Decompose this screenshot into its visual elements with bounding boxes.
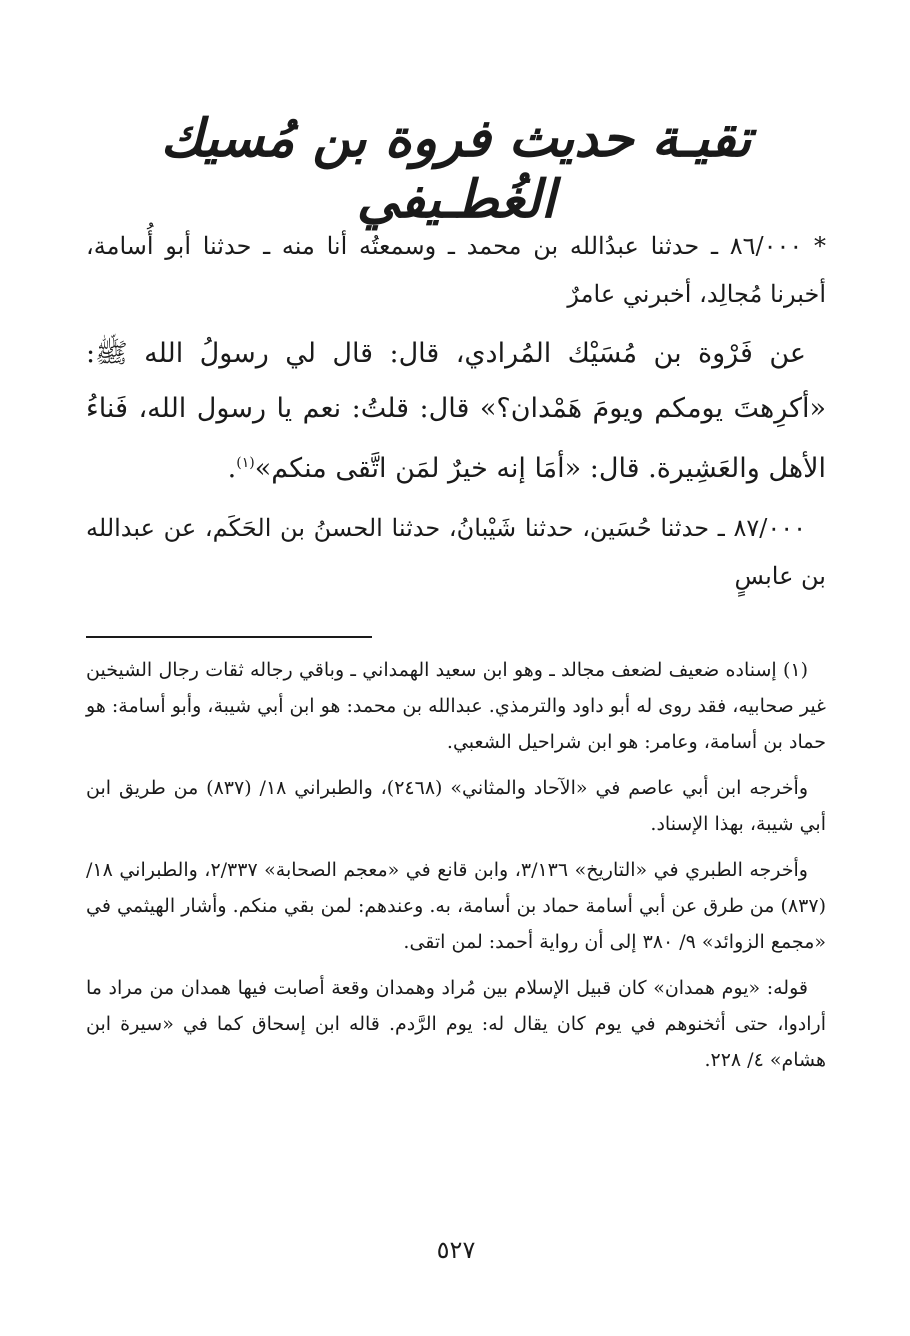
hadith-86-isnad: [86, 222, 826, 318]
footnote-ref[interactable]: (١): [236, 455, 255, 471]
page-number: ٥٢٧: [436, 1236, 476, 1264]
footnote-paragraph: [86, 770, 826, 842]
main-text: [86, 222, 826, 608]
footnotes: [86, 652, 826, 1088]
footnote-paragraph: [86, 852, 826, 960]
footnote-paragraph: [86, 970, 826, 1078]
period: .: [227, 453, 237, 484]
hadith-text: ٨٧/٠٠٠ ـ حدثنا حُسَين، حدثنا شَيْبانُ، حدثنا الحسنُ بن الحَكَم، عن عبدالله بن عابسٍ: [86, 514, 826, 590]
footnote-text: قوله: «يوم همدان» كان قبيل الإسلام بين مُراد وهمدان وقعة أصابت فيها همدان من مراد ما أرادوا، حتى أثخنوهم في يوم كان يقال له: يوم الرَّدم. قاله ابن إسحاق كما في «سيرة ابن هشام» ٤/ ٢٢٨.: [86, 977, 826, 1071]
footnote-divider: [86, 636, 372, 638]
hadith-87-isnad: [86, 504, 826, 600]
book-page: [86, 0, 826, 1336]
footnote-text: (١) إسناده ضعيف لضعف مجالد ـ وهو ابن سعيد الهمداني ـ وباقي رجاله ثقات رجال الشيخين غير صحابيه، فقد روى له أبو داود والترمذي. عبدالله بن محمد: هو ابن أبي شيبة، وأبو أسامة: هو حماد بن أسامة، وعامر: هو ابن شراحيل الشعبي.: [86, 659, 826, 753]
hadith-86-matn: [86, 326, 826, 496]
hadith-text: * ٨٦/٠٠٠ ـ حدثنا عبدُالله بن محمد ـ وسمعتُه أنا منه ـ حدثنا أبو أُسامة، أخبرنا مُجالِد، أخبرني عامرٌ: [86, 232, 826, 308]
footnote-text: وأخرجه الطبري في «التاريخ» ٣/١٣٦، وابن قانع في «معجم الصحابة» ٢/٣٣٧، والطبراني ١٨/ (٨٣٧) من طرق عن أبي أسامة حماد بن أسامة، به. وعندهم: لمن بقي منكم. وأشار الهيثمي في «مجمع الزوائد» ٩/ ٣٨٠ إلى أن رواية أحمد: لمن اتقى.: [86, 859, 826, 953]
footnote-text: وأخرجه ابن أبي عاصم في «الآحاد والمثاني» (٢٤٦٨)، والطبراني ١٨/ (٨٣٧) من طريق ابن أبي شيبة، بهذا الإسناد.: [86, 777, 826, 835]
footnote-paragraph: [86, 652, 826, 760]
page-title: تقيـة حديث فروة بن مُسيك الغُطـيفي: [160, 108, 752, 230]
hadith-text: عن فَرْوة بن مُسَيْك المُرادي، قال: قال لي رسولُ الله ﷺ: «أكرِهتَ يومكم ويومَ هَمْدان؟» قال: قلتُ: نعم يا رسول الله، فَناءُ الأهل والعَشِيرة. قال: «أمَا إنه خيرٌ لمَن اتَّقى منكم»: [86, 338, 826, 484]
